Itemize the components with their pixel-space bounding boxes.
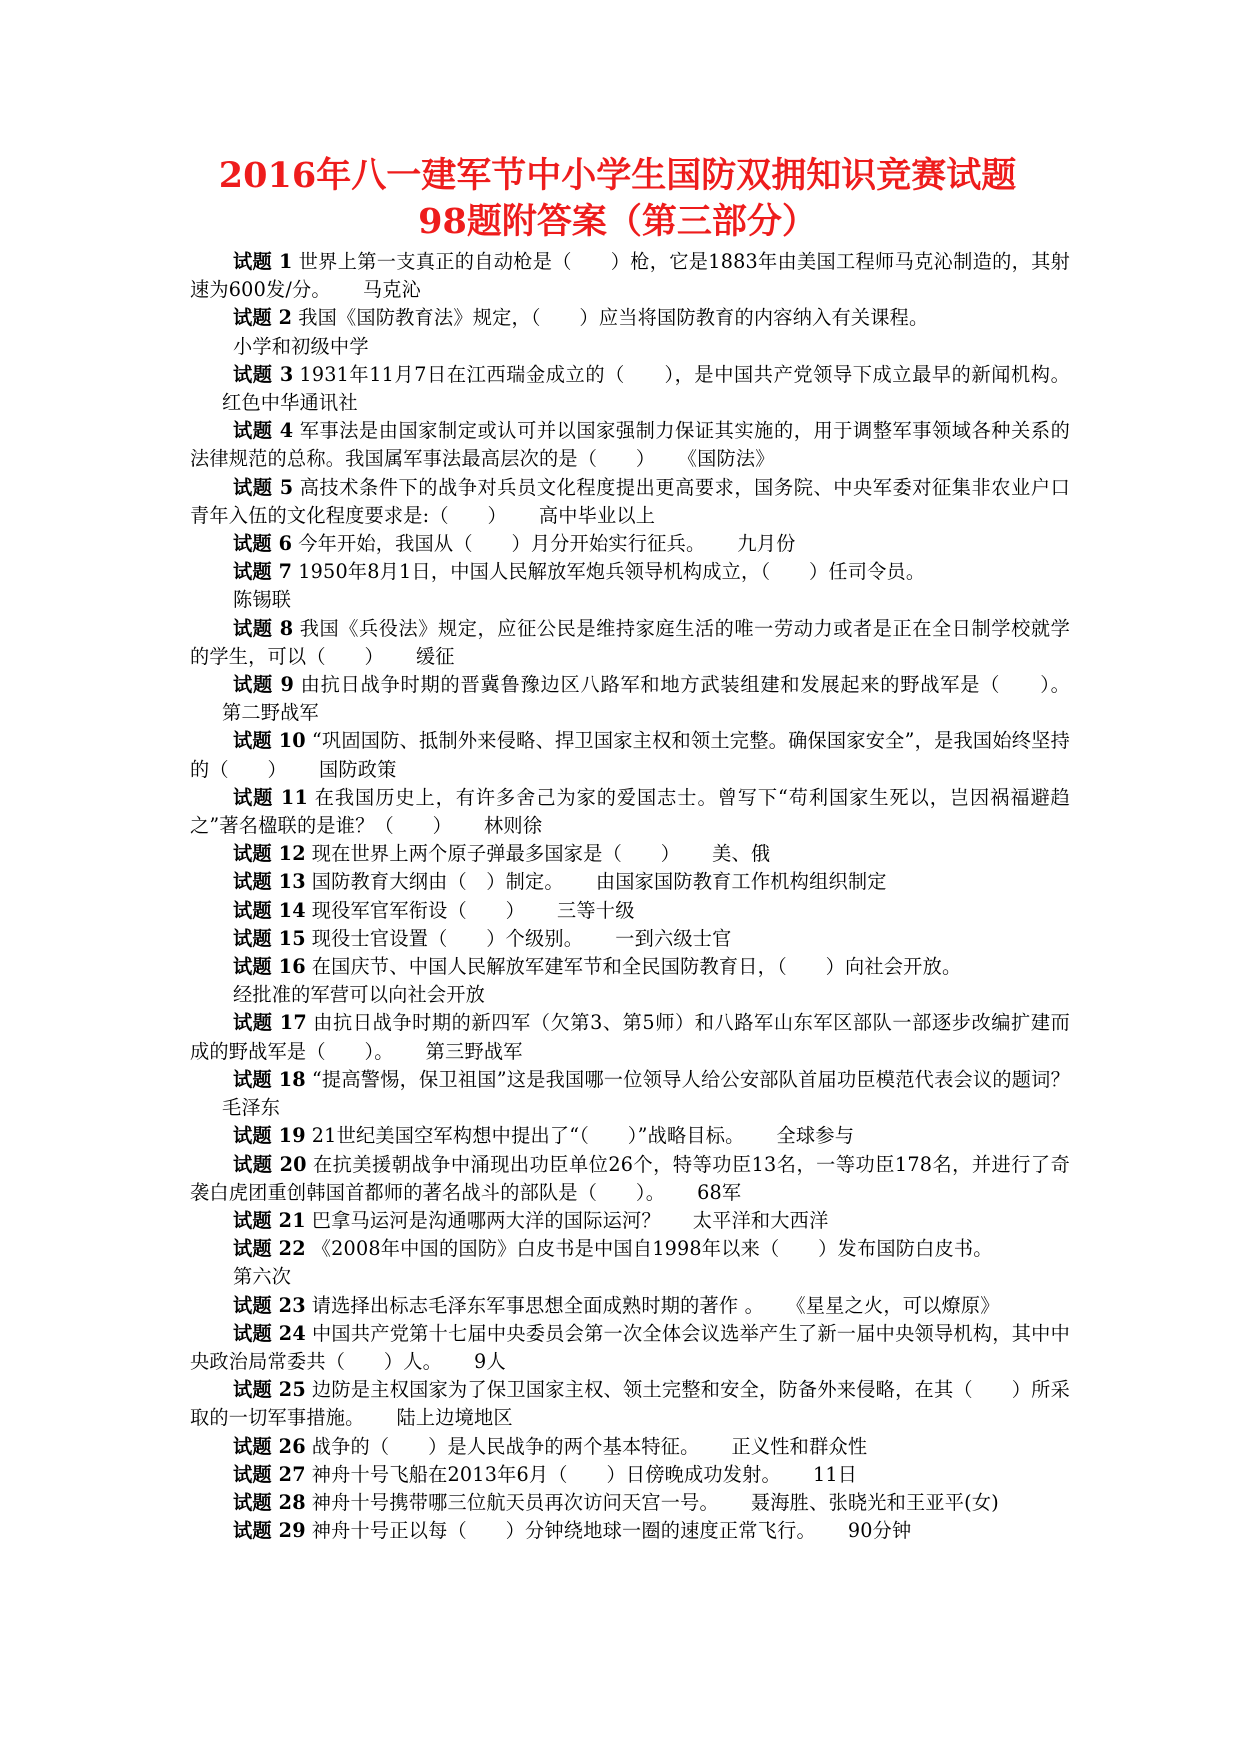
answer-text: 高中毕业以上	[538, 503, 656, 527]
question-item	[190, 1151, 1070, 1207]
question-item	[190, 1292, 1070, 1320]
question-text: 请选择出标志毛泽东军事思想全面成熟时期的著作 。	[311, 1293, 764, 1317]
answer-text: 陈锡联	[233, 588, 292, 612]
question-number: 试题 28	[233, 1490, 306, 1514]
question-number: 试题 9	[233, 673, 295, 697]
question-text: 高技术条件下的战争对兵员文化程度提出更高要求，国务院、中央军委对征集非农业户口青年入伍的文化程度要求是:（ ）	[190, 475, 1070, 527]
question-item	[190, 897, 1070, 925]
question-number: 试题 4	[233, 419, 294, 443]
answer-text: 全球参与	[776, 1124, 855, 1148]
question-text: 由抗日战争时期的晋冀鲁豫边区八路军和地方武装组建和发展起来的野战军是（ ）。	[300, 673, 1070, 697]
question-text: 现役军官军衔设（ ）	[311, 898, 526, 922]
question-text: 军事法是由国家制定或认可并以国家强制力保证其实施的，用于调整军事领域各种关系的法律规范的总称。我国属军事法最高层次的是（ ）	[190, 419, 1070, 471]
question-text: 在国庆节、中国人民解放军建军节和全民国防教育日，（ ）向社会开放。	[311, 955, 962, 979]
question-item	[190, 1376, 1070, 1432]
answer-text: 国防政策	[318, 757, 397, 781]
answer-text: 毛泽东	[222, 1096, 281, 1120]
question-number: 试题 24	[233, 1321, 306, 1345]
question-text: 国防教育大纲由（ ）制定。	[311, 870, 564, 894]
question-number: 试题 21	[233, 1208, 306, 1232]
question-number: 试题 23	[233, 1293, 306, 1317]
answer-text: 美、俄	[712, 842, 771, 866]
question-item	[190, 1433, 1070, 1461]
answer-text: 太平洋和大西洋	[692, 1208, 829, 1232]
question-text: 世界上第一支真正的自动枪是（ ）枪，它是1883年由美国工程师马克沁制造的，其射速为600发/分。	[190, 250, 1070, 302]
question-number: 试题 1	[233, 250, 293, 273]
question-item	[190, 304, 1070, 360]
question-number: 试题 3	[233, 362, 294, 386]
question-number: 试题 11	[233, 785, 309, 809]
question-item	[190, 727, 1070, 783]
question-item	[190, 530, 1070, 558]
question-text: 中国共产党第十七届中央委员会第一次全体会议选举产生了新一届中央领导机构，其中中央政治局常委共（ ）人。	[190, 1321, 1070, 1373]
question-text: “巩固国防、抵制外来侵略、捍卫国家主权和领土完整。确保国家安全”，是我国始终坚持的（ ）	[190, 729, 1070, 781]
question-item	[190, 840, 1070, 868]
question-number: 试题 16	[233, 955, 306, 979]
answer-text: 红色中华通讯社	[222, 391, 358, 415]
answer-text: 林则徐	[484, 814, 543, 838]
question-number: 试题 15	[233, 926, 306, 950]
answer-text: 缓征	[415, 644, 455, 668]
answer-text: 陆上边境地区	[396, 1406, 513, 1430]
question-item	[190, 1122, 1070, 1150]
question-item	[190, 671, 1070, 727]
question-number: 试题 7	[233, 560, 293, 584]
question-item	[190, 474, 1070, 530]
question-number: 试题 22	[233, 1237, 306, 1261]
question-item	[190, 361, 1070, 417]
question-item	[190, 615, 1070, 671]
answer-text: 小学和初级中学	[233, 334, 369, 358]
question-item	[190, 1009, 1070, 1065]
answer-text: 马克沁	[362, 278, 421, 302]
question-number: 试题 29	[233, 1519, 306, 1543]
answer-text: 11日	[812, 1462, 858, 1486]
question-text: 战争的（ ）是人民战争的两个基本特征。	[311, 1434, 700, 1458]
question-text: 神舟十号飞船在2013年6月（ ）日傍晚成功发射。	[311, 1462, 781, 1486]
question-item	[190, 1517, 1070, 1545]
question-text: 神舟十号携带哪三位航天员再次访问天宫一号。	[311, 1490, 719, 1514]
question-number: 试题 19	[233, 1124, 306, 1148]
answer-text: 三等十级	[557, 898, 635, 922]
question-item	[190, 1235, 1070, 1291]
question-item	[190, 248, 1070, 304]
question-number: 试题 10	[233, 729, 306, 753]
question-item	[190, 784, 1070, 840]
question-number: 试题 2	[233, 306, 293, 330]
question-number: 试题 25	[233, 1378, 306, 1402]
question-list	[190, 248, 1070, 1545]
answer-text: 《星星之火，可以燎原》	[795, 1293, 1000, 1317]
question-item	[190, 868, 1070, 896]
answer-text: 正义性和群众性	[731, 1434, 868, 1458]
question-text: 21世纪美国空军构想中提出了“（ ）”战略目标。	[311, 1124, 745, 1148]
question-item	[190, 1066, 1070, 1122]
question-item	[190, 1320, 1070, 1376]
question-number: 试题 26	[233, 1434, 306, 1458]
question-text: 现在世界上两个原子弹最多国家是（ ）	[311, 842, 681, 866]
answer-text: 第三野战军	[425, 1039, 523, 1063]
question-number: 试题 8	[233, 616, 294, 640]
answer-text: 68军	[697, 1180, 742, 1204]
question-text: 1931年11月7日在江西瑞金成立的（ ），是中国共产党领导下成立最早的新闻机构。	[299, 362, 1070, 386]
question-text: 今年开始，我国从（ ）月分开始实行征兵。	[298, 532, 706, 556]
question-text: 我国《国防教育法》规定，（ ）应当将国防教育的内容纳入有关课程。	[298, 306, 929, 330]
question-text: “提高警惕，保卫祖国”这是我国哪一位领导人给公安部队首届功臣模范代表会议的题词？	[311, 1067, 1070, 1091]
answer-text: 由国家国防教育工作机构组织制定	[595, 870, 887, 894]
answer-text: 九月份	[737, 532, 796, 556]
question-item	[190, 1489, 1070, 1517]
question-text: 巴拿马运河是沟通哪两大洋的国际运河？	[311, 1208, 661, 1232]
question-number: 试题 14	[233, 898, 306, 922]
document-title-line-2: 98题附答案（第三部分）	[418, 201, 817, 242]
question-item	[190, 1461, 1070, 1489]
question-number: 试题 5	[233, 475, 294, 499]
answer-text: 90分钟	[847, 1519, 912, 1543]
question-item	[190, 1207, 1070, 1235]
answer-text: 聂海胜、张晓光和王亚平(女)	[750, 1490, 999, 1514]
question-text: 我国《兵役法》规定，应征公民是维持家庭生活的唯一劳动力或者是正在全日制学校就学的学生，可以（ ）	[190, 616, 1070, 668]
question-number: 试题 6	[233, 532, 293, 556]
question-number: 试题 20	[233, 1152, 307, 1176]
question-number: 试题 17	[233, 1011, 307, 1035]
question-text: 在我国历史上，有许多舍己为家的爱国志士。曾写下“苟利国家生死以，岂因祸福避趋之”著名楹联的是谁？（ ）	[190, 785, 1070, 838]
question-number: 试题 12	[233, 842, 306, 866]
question-text: 现役士官设置（ ）个级别。	[311, 926, 584, 950]
question-text: 《2008年中国的国防》白皮书是中国自1998年以来（ ）发布国防白皮书。	[311, 1237, 993, 1261]
question-number: 试题 18	[233, 1067, 306, 1091]
question-text: 由抗日战争时期的新四军（欠第3、第5师）和八路军山东军区部队一部逐步改编扩建而成的野战军是（ ）。	[190, 1011, 1070, 1063]
answer-text: 一到六级士官	[615, 926, 732, 950]
question-text: 神舟十号正以每（ ）分钟绕地球一圈的速度正常飞行。	[311, 1519, 816, 1543]
question-item	[190, 953, 1070, 1009]
answer-text: 9人	[474, 1349, 506, 1373]
question-text: 边防是主权国家为了保卫国家主权、领土完整和安全，防备外来侵略，在其（ ）所采取的一切军事措施。	[190, 1378, 1070, 1430]
question-number: 试题 27	[233, 1462, 306, 1486]
answer-text: 《国防法》	[687, 447, 775, 471]
document-title-line-1: 2016年八一建军节中小学生国防双拥知识竞赛试题	[218, 155, 1017, 196]
answer-text: 经批准的军营可以向社会开放	[233, 983, 486, 1007]
answer-text: 第六次	[233, 1265, 292, 1289]
answer-text: 第二野战军	[222, 701, 319, 725]
question-text: 在抗美援朝战争中涌现出功臣单位26个，特等功臣13名，一等功臣178名，并进行了奇袭白虎团重创韩国首都师的著名战斗的部队是（ ）。	[190, 1152, 1070, 1204]
question-number: 试题 13	[233, 870, 306, 894]
question-item	[190, 558, 1070, 614]
question-text: 1950年8月1日，中国人民解放军炮兵领导机构成立，（ ）任司令员。	[298, 560, 926, 584]
question-item	[190, 417, 1070, 473]
question-item	[190, 925, 1070, 953]
